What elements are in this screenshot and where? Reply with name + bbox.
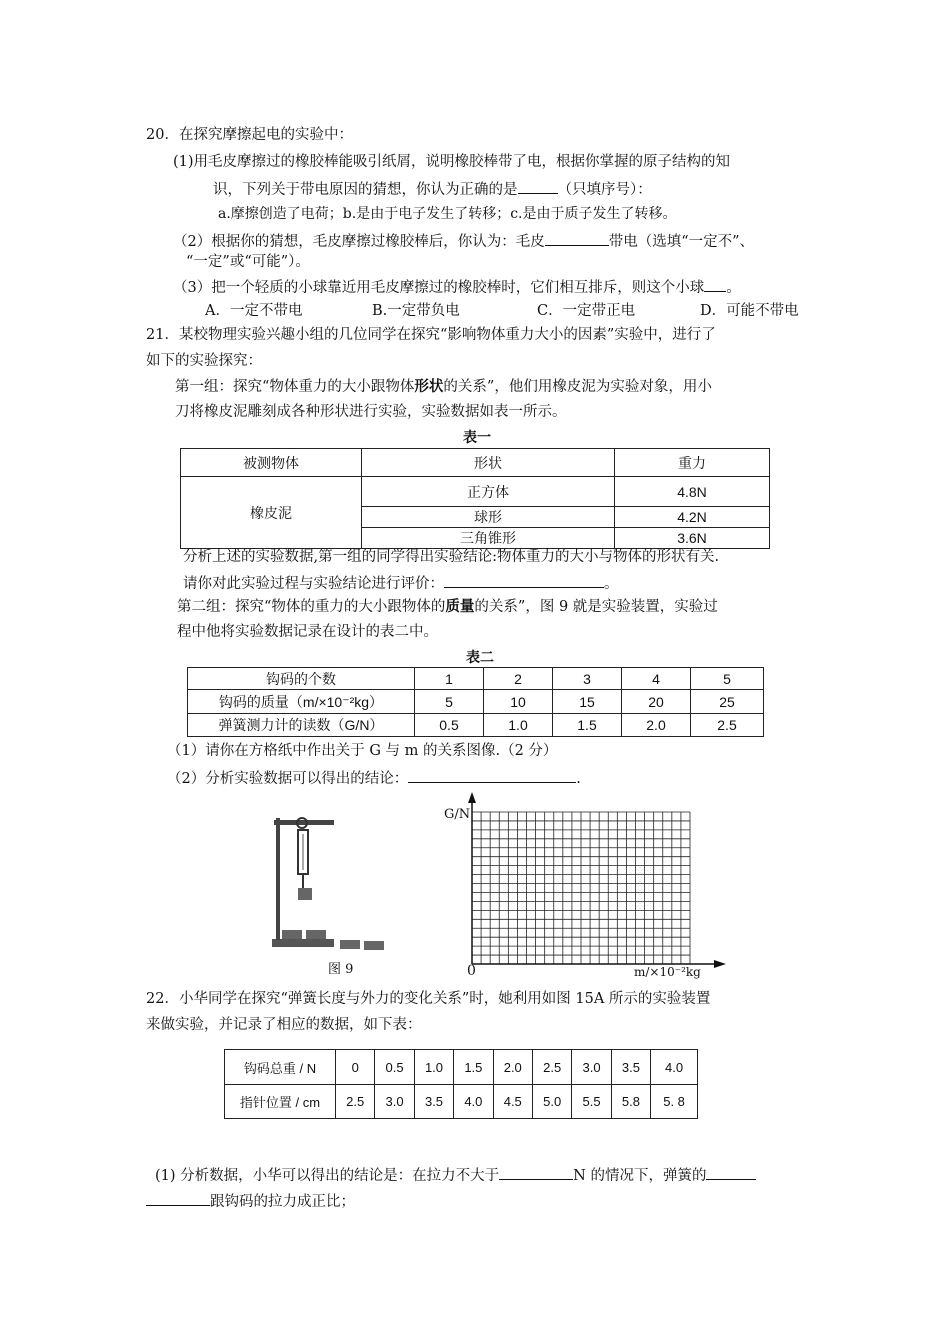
q22-table-cell: 4.0 xyxy=(651,1050,698,1085)
q20-part1-line2: 识，下列关于带电原因的猜想，你认为正确的是 （只填序号）： xyxy=(213,178,652,200)
q20-hypotheses: a.摩擦创造了电荷；b.是由于电子发生了转移；c.是由于质子发生了转移。 xyxy=(218,206,677,222)
q22-table-cell: 4.5 xyxy=(493,1085,532,1119)
q20-option-c[interactable]: C．一定带正电 xyxy=(537,303,636,319)
stand-base xyxy=(272,939,334,947)
table2-caption: 表二 xyxy=(466,650,494,666)
q22-answer-blank-2-cont[interactable] xyxy=(146,1190,210,1206)
q20-option-b[interactable]: B.一定带负电 xyxy=(372,303,460,319)
q22-title-line1: 22．小华同学在探究“弹簧长度与外力的变化关系”时，她利用如图 15A 所示的实验装置 xyxy=(146,991,711,1007)
table2-cell: 5 xyxy=(691,668,764,690)
table2-cell: 15 xyxy=(553,690,622,714)
q22-answer-blank-1[interactable] xyxy=(499,1164,573,1180)
q21-sub1: （1）请你在方格纸中作出关于 G 与 m 的关系图像.（2 分） xyxy=(167,743,558,759)
table1-cell: 3.6N xyxy=(615,528,770,549)
q22-table-cell: 1.0 xyxy=(414,1050,453,1085)
q22-table-cell: 5.0 xyxy=(532,1085,571,1119)
table1-caption: 表一 xyxy=(463,430,491,446)
stand-arm xyxy=(274,820,334,825)
y-axis-arrow-icon xyxy=(468,792,476,803)
q22-table-cell: 0 xyxy=(336,1050,375,1085)
q22-table-cell: 钩码总重 / N xyxy=(225,1050,336,1085)
graph-origin-label: 0 xyxy=(467,963,476,979)
q21-group2-line1: 第二组：探究“物体的重力的大小跟物体的质量的关系”，图 9 就是实验装置，实验过 xyxy=(177,599,718,615)
q22-table-cell: 3.0 xyxy=(572,1050,611,1085)
q21-analysis-line1: 分析上述的实验数据,第一组的同学得出实验结论:物体重力的大小与物体的形状有关. xyxy=(183,549,720,565)
table2-cell: 4 xyxy=(622,668,691,690)
table2-cell: 弹簧测力计的读数（G/N） xyxy=(188,714,415,737)
q21-group1-line2: 刀将橡皮泥雕刻成各种形状进行实验，实验数据如表一所示。 xyxy=(175,404,567,420)
table2-cell: 1.5 xyxy=(553,714,622,737)
q21-conclusion-blank[interactable] xyxy=(408,767,576,783)
q22-table-cell: 4.0 xyxy=(454,1085,493,1119)
q22-table-cell: 3.5 xyxy=(611,1050,650,1085)
q20-option-d[interactable]: D．可能不带电 xyxy=(700,303,799,319)
table2-cell: 3 xyxy=(553,668,622,690)
q20-option-a[interactable]: A．一定不带电 xyxy=(205,303,303,319)
q22-answer-blank-2[interactable] xyxy=(706,1164,756,1180)
q22-table-cell: 2.5 xyxy=(532,1050,571,1085)
q20-answer-blank-3[interactable] xyxy=(704,276,726,292)
table2-cell: 10 xyxy=(484,690,553,714)
graph-y-label: G/N xyxy=(444,807,471,822)
graph-gridlines xyxy=(472,812,690,964)
q22-table-cell: 5.8 xyxy=(611,1085,650,1119)
x-axis-arrow-icon xyxy=(714,960,726,968)
fig9-apparatus xyxy=(262,812,394,954)
table1-cell: 球形 xyxy=(362,507,615,528)
table2-cell: 5 xyxy=(415,690,484,714)
q21-title-line2: 如下的实验探究： xyxy=(146,353,262,369)
q22-table-cell: 1.5 xyxy=(454,1050,493,1085)
q22-sub1-line2: 跟钩码的拉力成正比； xyxy=(146,1190,355,1212)
q21-title-line1: 21．某校物理实验兴趣小组的几位同学在探究“影响物体重力大小的因素”实验中，进行了 xyxy=(146,327,716,343)
weight-icon xyxy=(340,940,360,949)
q22-table-cell: 0.5 xyxy=(375,1050,414,1085)
q22-sub1-line1: (1) 分析数据，小华可以得出的结论是：在拉力不大于 N 的情况下，弹簧的 xyxy=(155,1164,756,1186)
q20-answer-blank-2[interactable] xyxy=(545,230,609,246)
table2 xyxy=(187,667,764,737)
q21-evaluation-blank[interactable] xyxy=(444,572,604,588)
weight-icon xyxy=(364,941,384,950)
q21-group2-line2: 程中他将实验数据记录在设计的表二中。 xyxy=(177,624,438,640)
q20-answer-blank-1[interactable] xyxy=(518,178,558,194)
hook-mass-icon xyxy=(298,888,312,900)
q22-title-line2: 来做实验，并记录了相应的数据，如下表： xyxy=(146,1017,422,1033)
table2-cell: 钩码的质量（m/×10⁻²kg） xyxy=(188,690,415,714)
q20-part1-line1: (1)用毛皮摩擦过的橡胶棒能吸引纸屑，说明橡胶棒带了电，根据你掌握的原子结构的知 xyxy=(173,154,731,170)
table1-header: 重力 xyxy=(615,449,770,477)
q20-part2-line1: （2）根据你的猜想，毛皮摩擦过橡胶棒后，你认为：毛皮 带电（选填“一定不”、 xyxy=(173,230,754,252)
q21-analysis-line2: 请你对此实验过程与实验结论进行评价： 。 xyxy=(183,572,619,594)
table2-cell: 25 xyxy=(691,690,764,714)
q22-table-cell: 指针位置 / cm xyxy=(225,1085,336,1119)
table2-cell: 钩码的个数 xyxy=(188,668,415,690)
weight-icon xyxy=(282,930,302,939)
q22-table-cell: 5. 8 xyxy=(651,1085,698,1119)
q20-title: 20．在探究摩擦起电的实验中： xyxy=(146,127,353,143)
stand-pole xyxy=(276,818,280,940)
q21-group1-line1: 第一组：探究“物体重力的大小跟物体形状的关系”，他们用橡皮泥为实验对象，用小 xyxy=(175,379,712,395)
q22-table-cell: 5.5 xyxy=(572,1085,611,1119)
table1-cell: 正方体 xyxy=(362,477,615,507)
q22-table-cell: 2.0 xyxy=(493,1050,532,1085)
q22-table-cell: 3.0 xyxy=(375,1085,414,1119)
fig9-caption: 图 9 xyxy=(328,962,354,977)
q22-table-cell: 2.5 xyxy=(336,1085,375,1119)
graph-x-label: m/×10⁻²kg xyxy=(634,965,701,979)
table1 xyxy=(180,448,770,549)
table2-cell: 1 xyxy=(415,668,484,690)
table2-cell: 1.0 xyxy=(484,714,553,737)
q20-part3: （3）把一个轻质的小球靠近用毛皮摩擦过的橡胶棒时，它们相互排斥，则这个小球 。 xyxy=(173,276,741,298)
weight-icon xyxy=(306,930,326,939)
table1-object-cell: 橡皮泥 xyxy=(181,477,362,549)
table1-cell: 三角锥形 xyxy=(362,528,615,549)
q20-part2-line2: “一定”或“可能”）。 xyxy=(186,254,310,270)
table1-cell: 4.2N xyxy=(615,507,770,528)
q21-sub2: （2）分析实验数据可以得出的结论： . xyxy=(167,767,581,789)
q22-table-cell: 3.5 xyxy=(414,1085,453,1119)
graph-grid-paper[interactable] xyxy=(434,790,734,982)
table2-cell: 2.5 xyxy=(691,714,764,737)
q22-table xyxy=(224,1049,698,1119)
table2-cell: 2 xyxy=(484,668,553,690)
table1-header: 被测物体 xyxy=(181,449,362,477)
table2-cell: 0.5 xyxy=(415,714,484,737)
table2-cell: 20 xyxy=(622,690,691,714)
table2-cell: 2.0 xyxy=(622,714,691,737)
table1-header: 形状 xyxy=(362,449,615,477)
table1-cell: 4.8N xyxy=(615,477,770,507)
